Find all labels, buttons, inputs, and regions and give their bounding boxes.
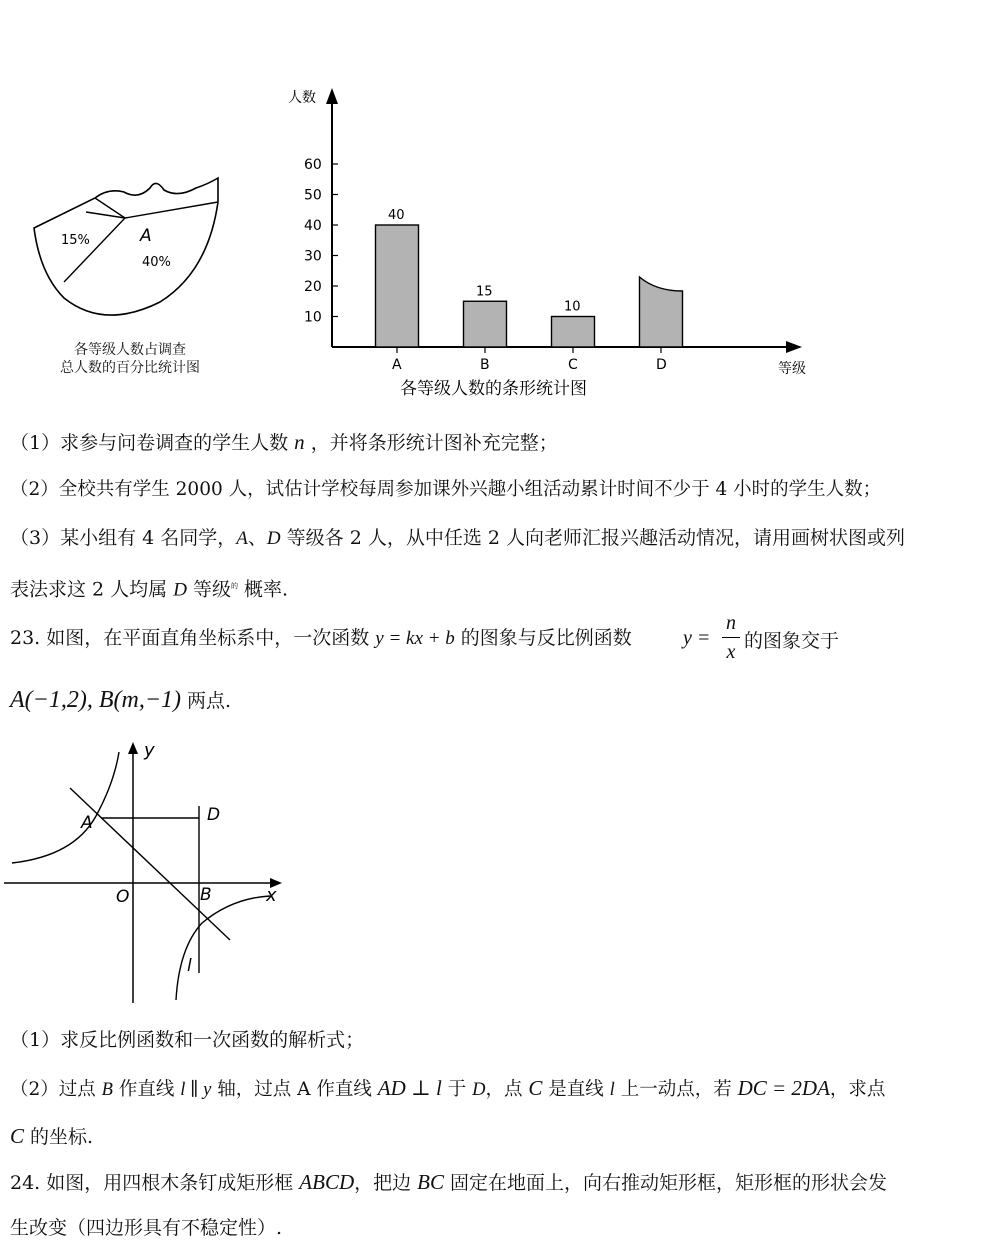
pie-caption-line1: 各等级人数占调查: [74, 342, 186, 358]
line-l-linear: [70, 788, 230, 940]
bar-c: [552, 317, 595, 348]
bar-b: [464, 301, 507, 347]
q22-part3: （3）某小组有 4 名同学，A、D 等级各 2 人，从中任选 2 人向老师汇报兴趣活动情况，请用画树状图或列: [10, 527, 906, 549]
y-tick-label: 30: [304, 248, 322, 265]
q23-fraction-lhs: y =: [683, 627, 711, 649]
q24-text: 24. 如图，用四根木条钉成矩形框 ABCD，把边 BC 固定在地面上，向右推动矩形框，矩形框的形状会发: [10, 1170, 888, 1194]
y-axis-arrow: [326, 88, 338, 104]
fraction-denominator: x: [726, 641, 736, 663]
x-tick-label: B: [480, 357, 490, 373]
label-y: y: [144, 740, 155, 761]
label-b: B: [200, 885, 212, 905]
chart-title: 各等级人数的条形统计图: [400, 379, 587, 399]
bar-a: [376, 225, 419, 347]
pie-label-40: 40%: [142, 255, 171, 270]
q22-part1: （1）求参与问卷调查的学生人数 n ，并将条形统计图补充完整；: [10, 430, 558, 454]
q24-text-cont: 生改变（四边形具有不稳定性）.: [10, 1217, 283, 1239]
y-tick-label: 40: [304, 218, 322, 234]
y-axis-label: 人数: [288, 90, 316, 106]
label-o: O: [116, 887, 130, 907]
x-tick-label: A: [392, 357, 402, 373]
bar-value-label: 40: [388, 208, 405, 223]
label-x: x: [266, 885, 277, 906]
bar-chart: [270, 80, 830, 400]
q23-part1: （1）求反比例函数和一次函数的解析式；: [10, 1029, 365, 1051]
q23-fraction: [722, 610, 740, 665]
q23-graph: [4, 738, 294, 1008]
hyperbola-upper-left: [12, 752, 119, 863]
label-l: l: [187, 956, 192, 976]
q23-intro: 23. 如图，在平面直角坐标系中，一次函数 y = kx + b 的图象与反比例函数: [10, 627, 632, 649]
hyperbola-lower-right: [176, 896, 270, 1000]
x-tick-label: D: [656, 357, 667, 373]
pie-caption: [40, 341, 220, 377]
label-a: A: [81, 813, 93, 833]
pie-label-a: A: [140, 226, 152, 246]
y-tick-label: 10: [304, 309, 322, 326]
bar-value-label: 15: [476, 284, 493, 300]
x-axis-label: 等级: [778, 361, 806, 377]
pie-caption-line2: 总人数的百分比统计图: [60, 360, 200, 376]
y-tick-label: 60: [304, 157, 322, 173]
q23-part2-cont: C 的坐标.: [10, 1124, 94, 1148]
q23-intro-end: 的图象交于: [744, 630, 840, 652]
q23-part2: （2）过点 B 作直线 l ∥ y 轴，过点 A 作直线 AD ⊥ l 于 D，点 C 是直线 l 上一动点，若 DC = 2DA，求点: [10, 1076, 886, 1100]
y-axis-arrow: [128, 742, 138, 754]
q22-part3-cont: 表法求这 2 人均属 D 等级$^的$ 概率.: [10, 578, 289, 601]
bar-d-incomplete: [640, 277, 683, 347]
fraction-numerator: n: [726, 612, 736, 634]
q22-part2: （2）全校共有学生 2000 人，试估计学校每周参加课外兴趣小组活动累计时间不少于 4 小时的学生人数；: [10, 479, 882, 500]
bar-value-label: 10: [564, 299, 581, 315]
y-tick-label: 20: [304, 279, 322, 295]
q23-points: A(−1,2), B(m,−1) 两点.: [10, 687, 232, 713]
pie-chart-fragment: [28, 170, 228, 330]
label-d: D: [207, 805, 221, 825]
fraction-bar: [722, 637, 740, 638]
x-axis-arrow: [786, 341, 802, 353]
x-tick-label: C: [568, 357, 578, 373]
pie-label-15: 15%: [61, 233, 90, 248]
y-tick-label: 50: [304, 187, 322, 204]
